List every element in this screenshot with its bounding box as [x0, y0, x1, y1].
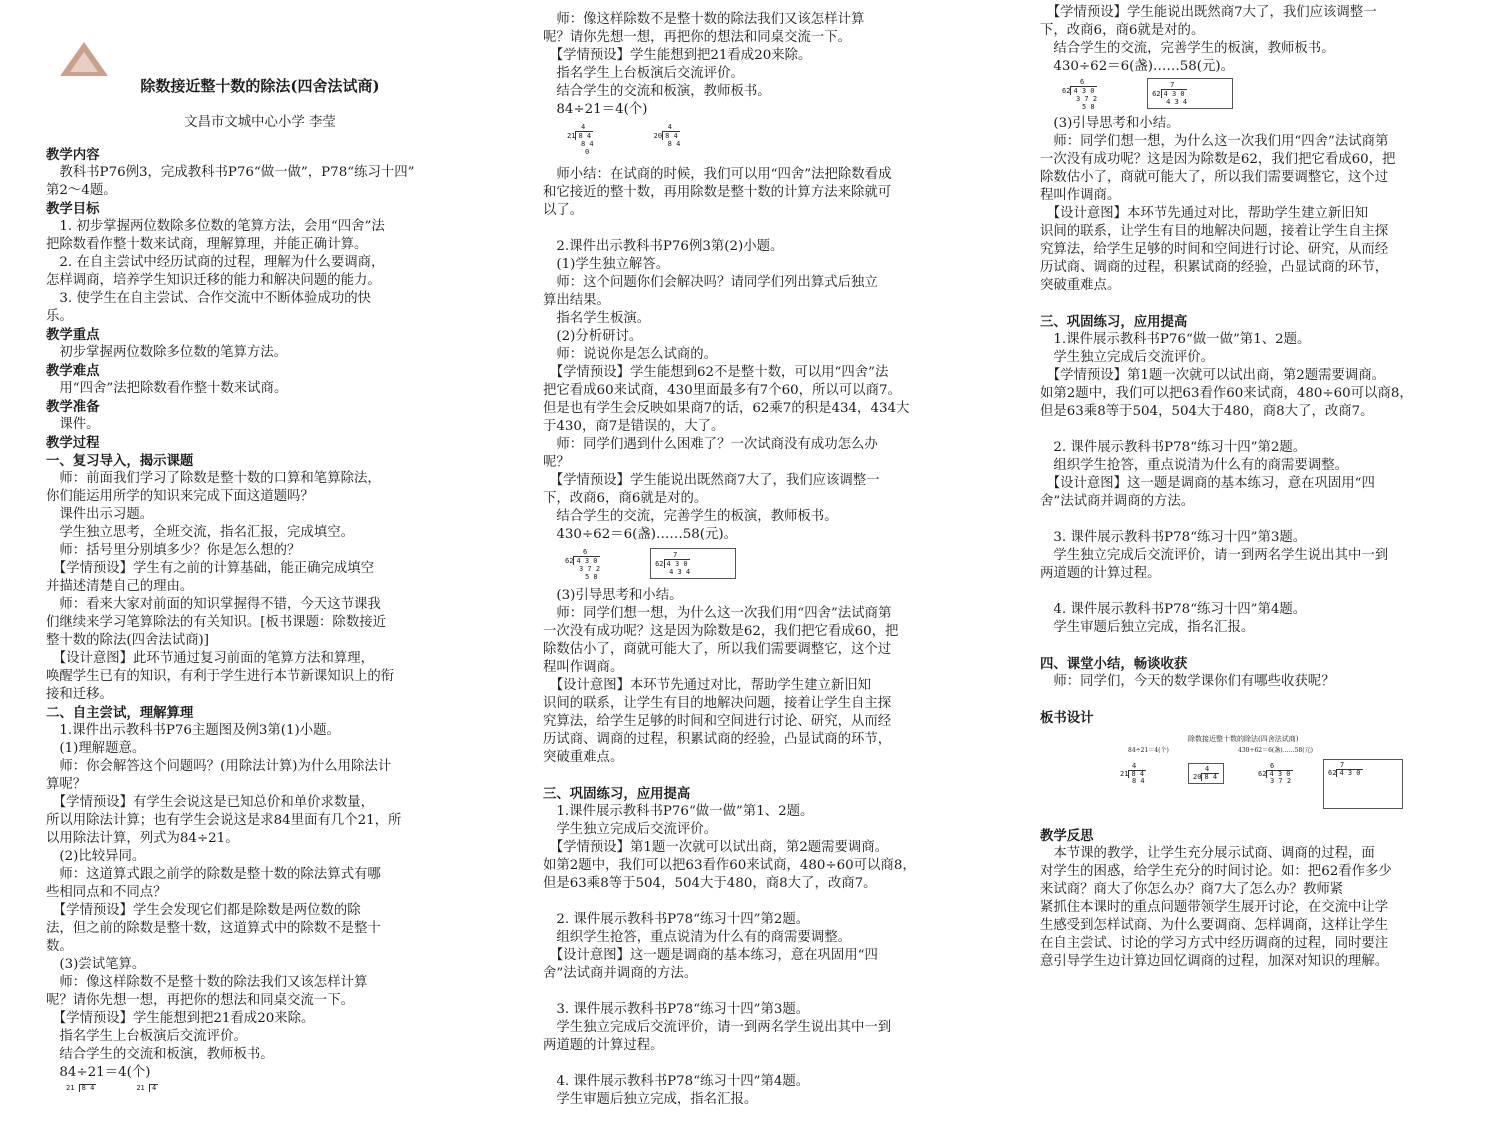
text-line: 一次没有成功呢？这是因为除数是62，我们把它看成60，把	[543, 624, 899, 639]
document-title: 除数接近整十数的除法(四舍法试商)	[140, 77, 380, 95]
text-line: 【学情预设】学生能想到把21看成20来除。	[543, 48, 812, 63]
text-line: 和它接近的整十数，再用除数是整十数的计算方法来除就可	[543, 185, 892, 200]
text-line: 课件出示习题。	[46, 507, 154, 522]
calc-430-div-62-col3	[1062, 78, 1445, 111]
spacer	[1040, 637, 1445, 655]
text-line: 两道题的计算过程。	[1040, 566, 1161, 581]
text-line: 初步掌握两位数除多位数的笔算方法。	[46, 345, 288, 360]
text-line: 识间的联系，让学生有目的地解决问题，接着让学生自主探	[1040, 224, 1389, 239]
text-line: 生感受到怎样试商、为什么要调商、怎样调商，这样让学生	[1040, 918, 1389, 933]
text-line: 师：前面我们学习了除数是整十数的口算和笔算除法，	[46, 471, 381, 486]
spacer	[543, 893, 951, 911]
text-line: 结合学生的交流，完善学生的板演，教师板书。	[543, 509, 838, 524]
text-line: 1.课件展示教科书P76“做一做”第1、2题。	[1040, 332, 1311, 347]
text-line: 法，但之前的除数是整十数，这道算式中的除数不是整十	[46, 921, 381, 936]
text-line: 学生独立完成后交流评价。	[1040, 350, 1215, 365]
text-line: 指名学生上台板演后交流评价。	[543, 66, 744, 81]
text-line: 【学情预设】有学生会说这是已知总价和单价求数量，	[46, 795, 375, 810]
long-division-84-20: 21 4	[136, 1084, 157, 1092]
text-line: 430÷62＝6(盏)……58(元)。	[1040, 59, 1235, 74]
text-line: 程叫作调商。	[543, 660, 624, 675]
section-heading: 二、自主尝试，理解算理	[46, 705, 194, 721]
column-1	[46, 76, 454, 1098]
text-line: 识间的联系，让学生有目的地解决问题，接着让学生自主探	[543, 696, 892, 711]
text-line: 些相同点和不同点？	[46, 885, 167, 900]
long-division-430-62: 6 62 4 3 0 3 7 2 5 8	[565, 548, 601, 581]
text-line: 师：看来大家对前面的知识掌握得不错，今天这节课我	[46, 597, 381, 612]
text-line: 唤醒学生已有的知识，有利于学生进行本节新课知识上的衔	[46, 669, 395, 684]
text-line: 舍”法试商并调商的方法。	[543, 966, 698, 981]
text-line: 对学生的困惑，给学生充分的时间讨论。如：把62看作多少	[1040, 864, 1392, 879]
text-line: 第2～4题。	[46, 183, 117, 198]
text-line: 2. 在自主尝试中经历试商的过程，理解为什么要调商，	[46, 255, 385, 270]
text-line: 如第2题中，我们可以把63看作60来试商，480÷60可以商8，	[1040, 386, 1413, 401]
long-division-430-62-adjusted: 7 62 4 3 0 4 3 4	[650, 548, 736, 579]
column-3-top	[1040, 4, 1445, 76]
text-line: 师：同学们想一想，为什么这一次我们用“四舍”法试商第	[1040, 134, 1389, 149]
text-line: 学生独立完成后交流评价，请一到两名学生说出其中一到	[1040, 548, 1389, 563]
text-line: 整十数的除法(四舍法试商)]	[46, 633, 209, 648]
text-line: 4. 课件展示教科书P78“练习十四”第4题。	[1040, 602, 1307, 617]
spacer	[1040, 295, 1445, 313]
text-line: 结合学生的交流和板演，教师板书。	[46, 1047, 274, 1062]
text-line: 但是也有学生会反映如果商7的话，62乘7的积是434，434大	[543, 401, 910, 416]
text-line: 接和迁移。	[46, 687, 113, 702]
text-line: 本节课的教学，让学生充分展示试商、调商的过程，面	[1040, 846, 1375, 861]
section-heading: 教学目标	[46, 201, 100, 217]
section-heading: 三、巩固练习，应用提高	[1040, 314, 1188, 330]
spacer	[1040, 583, 1445, 601]
text-line: 两道题的计算过程。	[543, 1038, 664, 1053]
text-line: 舍”法试商并调商的方法。	[1040, 494, 1195, 509]
long-division-84-21: 4 21 8 4 8 4 0	[567, 123, 594, 156]
text-line: 以了。	[543, 203, 584, 218]
text-line: 师：这个问题你们会解决吗？请同学们列出算式后独立	[543, 275, 878, 290]
text-line: 【设计意图】本环节先通过对比，帮助学生建立新旧知	[543, 678, 872, 693]
text-line: 430÷62＝6(盏)……58(元)。	[543, 527, 738, 542]
text-line: 2. 课件展示教科书P78“练习十四”第2题。	[543, 912, 810, 927]
text-line: 2.课件出示教科书P76例3第(2)小题。	[543, 239, 784, 254]
text-line: 学生审题后独立完成，指名汇报。	[1040, 620, 1255, 635]
text-line: 于430，商7是错误的，大了。	[543, 419, 725, 434]
column-2-top	[543, 11, 951, 119]
text-line: 以用除法计算，列式为84÷21。	[46, 831, 239, 846]
text-line: 师：这道算式跟之前学的除数是整十数的除法算式有哪	[46, 867, 381, 882]
text-line: 把它看成60来试商，430里面最多有7个60，所以可以商7。	[543, 383, 901, 398]
column-2	[543, 11, 951, 1109]
text-line: (1)学生独立解答。	[543, 257, 670, 272]
text-line: 84÷21＝4(个)	[543, 102, 648, 117]
column-3	[1040, 4, 1445, 971]
spacer	[543, 1055, 951, 1073]
text-line: 师：同学们想一想，为什么这一次我们用“四舍”法试商第	[543, 606, 892, 621]
text-line: 但是63乘8等于504，504大于480，商8大了，改商7。	[543, 876, 877, 891]
text-line: 84÷21＝4(个)	[46, 1065, 151, 1080]
text-line: 【设计意图】这一题是调商的基本练习，意在巩固用“四	[543, 948, 878, 963]
board-division-4: 7 62 4 3 0	[1323, 759, 1403, 809]
column-3-bottom	[1040, 827, 1445, 971]
author-line: 文昌市文城中心小学 李莹	[184, 115, 336, 130]
blackboard-design	[1098, 735, 1398, 815]
calc-430-div-62	[565, 548, 951, 581]
text-line: 紧抓住本课时的重点问题带领学生展开讨论，在交流中让学	[1040, 900, 1389, 915]
text-line: 【学情预设】第1题一次就可以试出商，第2题需要调商。	[543, 840, 889, 855]
text-line: 师：像这样除数不是整十数的除法我们又该怎样计算	[46, 975, 368, 990]
calc-84-div-21	[66, 1084, 454, 1092]
text-line: 【设计意图】此环节通过复习前面的笔算方法和算理，	[46, 651, 375, 666]
text-line: 呢？	[543, 455, 570, 470]
text-line: 并描述清楚自己的理由。	[46, 579, 194, 594]
text-line: 3. 课件展示教科书P78“练习十四”第3题。	[543, 1002, 810, 1017]
text-line: 下，改商6，商6就是对的。	[543, 491, 708, 506]
text-line: 除数估小了，商就可能大了，所以我们需要调整它，这个过	[1040, 170, 1389, 185]
text-line: 如第2题中，我们可以把63看作60来试商，480÷60可以商8，	[543, 858, 916, 873]
text-line: 呢？请你先想一想，再把你的想法和同桌交流一下。	[46, 993, 354, 1008]
text-line: 【学情预设】学生能说出既然商7大了，我们应该调整一	[1040, 5, 1377, 20]
text-line: 2. 课件展示教科书P78“练习十四”第2题。	[1040, 440, 1307, 455]
text-line: 师：说说你是怎么试商的。	[543, 347, 718, 362]
long-division-84-20: 4 20 8 4 8 4	[653, 123, 681, 148]
text-line: 【学情预设】学生能想到把21看成20来除。	[46, 1011, 315, 1026]
text-line: 数。	[46, 939, 73, 954]
text-line: 3. 课件展示教科书P78“练习十四”第3题。	[1040, 530, 1307, 545]
text-line: 们继续来学习笔算除法的有关知识。[板书课题：除数接近	[46, 615, 386, 630]
text-line: 【设计意图】这一题是调商的基本练习，意在巩固用“四	[1040, 476, 1375, 491]
text-line: 师：同学们遇到什么困难了？一次试商没有成功怎么办	[543, 437, 878, 452]
text-line: 师小结：在试商的时候，我们可以用“四舍”法把除数看成	[543, 167, 892, 182]
spacer	[543, 767, 951, 785]
section-heading: 教学重点	[46, 327, 100, 343]
board-eq-1: 84÷21＝4(个)	[1128, 747, 1169, 754]
text-line: 结合学生的交流，完善学生的板演，教师板书。	[1040, 41, 1335, 56]
text-line: 意引导学生边计算边回忆调商的过程，加深对知识的理解。	[1040, 954, 1389, 969]
text-line: 在自主尝试、讨论的学习方式中经历调商的过程，同时要注	[1040, 936, 1389, 951]
text-line: (3)引导思考和小结。	[543, 588, 683, 603]
text-line: 1. 初步掌握两位数除多位数的笔算方法，会用“四舍”法	[46, 219, 385, 234]
column-2-bottom	[543, 587, 951, 1109]
board-division-1: 4 21 8 4 8 4	[1120, 762, 1145, 785]
spacer	[1040, 511, 1445, 529]
text-line: 【学情预设】学生有之前的计算基础，能正确完成填空	[46, 561, 375, 576]
calc-84-div-21-board	[567, 123, 951, 156]
text-line: (3)尝试笔算。	[46, 957, 146, 972]
text-line: 学生独立完成后交流评价。	[543, 822, 718, 837]
text-line: 组织学生抢答，重点说清为什么有的商需要调整。	[1040, 458, 1348, 473]
text-line: 课件。	[46, 417, 100, 432]
text-line: 除数估小了，商就可能大了，所以我们需要调整它，这个过	[543, 642, 892, 657]
text-line: 【设计意图】本环节先通过对比，帮助学生建立新旧知	[1040, 206, 1369, 221]
text-line: 指名学生板演。	[543, 311, 651, 326]
text-line: 师：同学们，今天的数学课你们有哪些收获呢？	[1040, 674, 1335, 689]
board-eq-2: 430÷62＝6(盏)……58(元)	[1238, 747, 1313, 754]
section-heading: 四、课堂小结，畅谈收获	[1040, 656, 1188, 672]
text-line: 用“四舍”法把除数看作整十数来试商。	[46, 381, 288, 396]
section-heading: 教学内容	[46, 147, 100, 163]
text-line: (1)理解题意。	[46, 741, 146, 756]
spacer	[543, 983, 951, 1001]
section-heading: 板书设计	[1040, 710, 1094, 726]
text-line: 怎样调商，培养学生知识迁移的能力和解决问题的能力。	[46, 273, 381, 288]
text-line: 教科书P76例3，完成教科书P76“做一做”，P78“练习十四”	[46, 165, 415, 180]
text-line: 【学情预设】学生会发现它们都是除数是两位数的除	[46, 903, 361, 918]
text-line: 下，改商6，商6就是对的。	[1040, 23, 1205, 38]
spacer	[1040, 421, 1445, 439]
text-line: 来试商？商大了你怎么办？商7大了怎么办？教师紧	[1040, 882, 1344, 897]
text-line: 结合学生的交流和板演，教师板书。	[543, 84, 771, 99]
text-line: 把除数看作整十数来试商，理解算理，并能正确计算。	[46, 237, 368, 252]
board-division-3: 6 62 4 3 0 3 7 2	[1258, 762, 1292, 785]
text-line: (2)分析研讨。	[543, 329, 643, 344]
text-line: 【学情预设】学生能想到62不是整十数，可以用“四舍”法	[543, 365, 889, 380]
column-3-middle	[1040, 115, 1445, 727]
text-line: 算出结果。	[543, 293, 610, 308]
text-line: 究算法，给学生足够的时间和空间进行讨论、研究，从而经	[543, 714, 892, 729]
text-line: (3)引导思考和小结。	[1040, 116, 1180, 131]
text-line: 突破重难点。	[543, 750, 624, 765]
school-logo-icon	[58, 40, 110, 78]
section-heading: 教学准备	[46, 399, 100, 415]
text-line: 学生独立完成后交流评价，请一到两名学生说出其中一到	[543, 1020, 892, 1035]
section-heading: 教学过程	[46, 435, 100, 451]
text-line: 师：像这样除数不是整十数的除法我们又该怎样计算	[543, 12, 865, 27]
text-line: 1.课件出示教科书P76主题图及例3第(1)小题。	[46, 723, 340, 738]
long-division-430-62-adjusted: 7 62 4 3 0 4 3 4	[1147, 78, 1233, 109]
text-line: 历试商、调商的过程，积累试商的经验，凸显试商的环节，	[543, 732, 892, 747]
text-line: (2)比较异同。	[46, 849, 146, 864]
text-line: 历试商、调商的过程，积累试商的经验，凸显试商的环节，	[1040, 260, 1389, 275]
text-line: 【学情预设】学生能说出既然商7大了，我们应该调整一	[543, 473, 880, 488]
text-line: 师：括号里分别填多少？你是怎么想的？	[46, 543, 301, 558]
text-line: 程叫作调商。	[1040, 188, 1121, 203]
text-line: 师：你会解答这个问题吗？(用除法计算)为什么用除法计	[46, 759, 392, 774]
section-heading: 一、复习导入，揭示课题	[46, 453, 194, 469]
board-title: 除数接近整十数的除法(四舍法试商)	[1188, 735, 1299, 743]
text-line: 4. 课件展示教科书P78“练习十四”第4题。	[543, 1074, 810, 1089]
text-line: 学生审题后独立完成，指名汇报。	[543, 1092, 758, 1107]
text-line: 但是63乘8等于504，504大于480，商8大了，改商7。	[1040, 404, 1374, 419]
text-line: 呢？请你先想一想，再把你的想法和同桌交流一下。	[543, 30, 851, 45]
text-line: 突破重难点。	[1040, 278, 1121, 293]
text-line: 1.课件展示教科书P76“做一做”第1、2题。	[543, 804, 814, 819]
text-line: 乐。	[46, 309, 73, 324]
text-line: 所以用除法计算；也有学生会说这是求84里面有几个21，所	[46, 813, 402, 828]
text-line: 算呢？	[46, 777, 87, 792]
text-line: 3. 使学生在自主尝试、合作交流中不断体验成功的快	[46, 291, 372, 306]
long-division-84-21: 21 8 4	[66, 1084, 95, 1092]
section-heading: 教学难点	[46, 363, 100, 379]
board-division-2: 4 20 8 4	[1188, 763, 1224, 784]
text-line: 指名学生上台板演后交流评价。	[46, 1029, 247, 1044]
text-line: 学生独立思考，全班交流，指名汇报，完成填空。	[46, 525, 354, 540]
spacer	[543, 220, 951, 238]
spacer	[1040, 691, 1445, 709]
text-line: 你们能运用所学的知识来完成下面这道题吗？	[46, 489, 314, 504]
section-heading: 三、巩固练习，应用提高	[543, 786, 691, 802]
text-line: 究算法，给学生足够的时间和空间进行讨论、研究，从而经	[1040, 242, 1389, 257]
column-1-body	[46, 146, 454, 1082]
column-2-middle	[543, 166, 951, 544]
text-line: 组织学生抢答，重点说清为什么有的商需要调整。	[543, 930, 851, 945]
text-line: 一次没有成功呢？这是因为除数是62，我们把它看成60，把	[1040, 152, 1396, 167]
long-division-430-62: 6 62 4 3 0 3 7 2 5 8	[1062, 78, 1098, 111]
text-line: 【学情预设】第1题一次就可以试出商，第2题需要调商。	[1040, 368, 1386, 383]
section-heading: 教学反思	[1040, 828, 1094, 844]
